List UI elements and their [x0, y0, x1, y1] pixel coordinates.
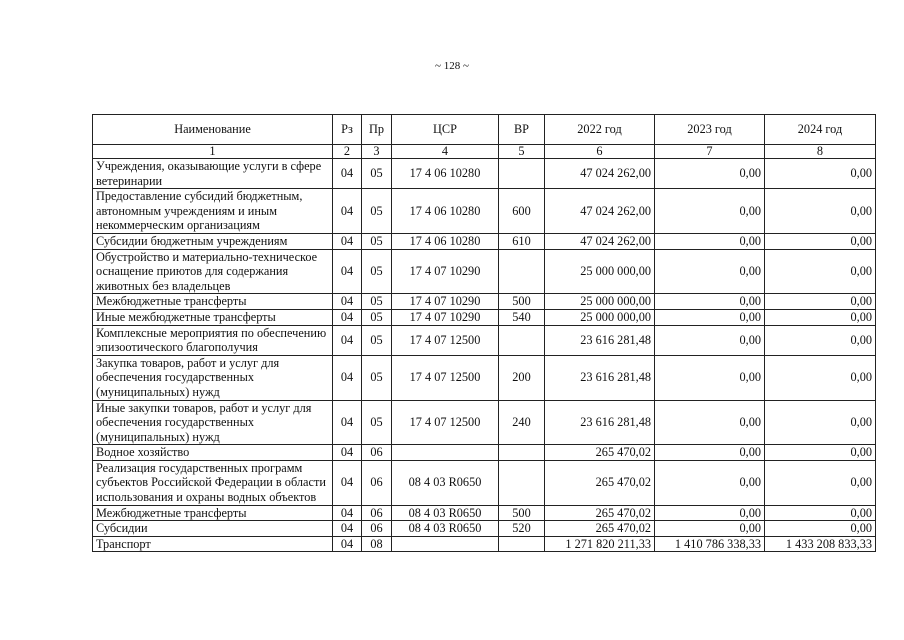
row-name: Иные закупки товаров, работ и услуг для обеспечения государственных (муниципальных) нужд	[93, 400, 333, 445]
row-amount-2022: 23 616 281,48	[545, 355, 655, 400]
row-amount-2023: 0,00	[655, 159, 765, 189]
row-amount-2022: 47 024 262,00	[545, 189, 655, 234]
row-amount-2024: 0,00	[765, 445, 876, 461]
row-amount-2022: 265 470,02	[545, 445, 655, 461]
row-rz: 04	[333, 309, 362, 325]
table-row	[93, 355, 876, 400]
row-name: Учреждения, оказывающие услуги в сфере ветеринарии	[93, 159, 333, 189]
header-rz: Рз	[333, 115, 362, 145]
column-number-row	[93, 145, 876, 159]
row-amount-2022: 1 271 820 211,33	[545, 536, 655, 552]
row-csr	[392, 445, 499, 461]
row-amount-2023: 0,00	[655, 309, 765, 325]
row-name: Субсидии	[93, 521, 333, 537]
row-name: Субсидии бюджетным учреждениям	[93, 233, 333, 249]
header-name: Наименование	[93, 115, 333, 145]
row-pr: 06	[362, 505, 392, 521]
row-pr: 06	[362, 521, 392, 537]
row-amount-2023: 0,00	[655, 325, 765, 355]
table-row	[93, 159, 876, 189]
row-csr: 17 4 07 12500	[392, 355, 499, 400]
table-row	[93, 445, 876, 461]
row-pr: 08	[362, 536, 392, 552]
table-body	[93, 159, 876, 552]
row-rz: 04	[333, 521, 362, 537]
row-amount-2024: 0,00	[765, 400, 876, 445]
budget-table	[92, 114, 876, 552]
row-csr: 08 4 03 R0650	[392, 505, 499, 521]
row-name: Реализация государственных программ субъектов Российской Федерации в области использования и охраны водных объектов	[93, 460, 333, 505]
header-row	[93, 115, 876, 145]
row-csr: 17 4 07 12500	[392, 325, 499, 355]
row-rz: 04	[333, 189, 362, 234]
row-amount-2024: 0,00	[765, 521, 876, 537]
row-pr: 05	[362, 309, 392, 325]
table-row	[93, 233, 876, 249]
column-number: 4	[392, 145, 499, 159]
row-name: Комплексные мероприятия по обеспечению эпизоотического благополучия	[93, 325, 333, 355]
row-name: Водное хозяйство	[93, 445, 333, 461]
page-number: ~ 128 ~	[435, 60, 469, 72]
row-amount-2024: 0,00	[765, 159, 876, 189]
row-csr: 17 4 06 10280	[392, 189, 499, 234]
row-amount-2022: 47 024 262,00	[545, 159, 655, 189]
column-number: 6	[545, 145, 655, 159]
row-amount-2024: 0,00	[765, 233, 876, 249]
table-row	[93, 505, 876, 521]
row-amount-2022: 25 000 000,00	[545, 249, 655, 294]
row-csr: 17 4 07 10290	[392, 309, 499, 325]
row-amount-2023: 0,00	[655, 521, 765, 537]
row-csr: 17 4 06 10280	[392, 233, 499, 249]
column-number: 8	[765, 145, 876, 159]
table-row	[93, 325, 876, 355]
row-amount-2024: 0,00	[765, 355, 876, 400]
row-name: Предоставление субсидий бюджетным, автономным учреждениям и иным некоммерческим организациям	[93, 189, 333, 234]
row-amount-2023: 0,00	[655, 460, 765, 505]
row-pr: 06	[362, 445, 392, 461]
row-pr: 05	[362, 189, 392, 234]
row-amount-2022: 265 470,02	[545, 505, 655, 521]
row-amount-2022: 25 000 000,00	[545, 294, 655, 310]
row-amount-2023: 0,00	[655, 294, 765, 310]
row-vr	[499, 536, 545, 552]
row-amount-2024: 0,00	[765, 325, 876, 355]
row-csr: 08 4 03 R0650	[392, 460, 499, 505]
row-amount-2024: 0,00	[765, 294, 876, 310]
row-amount-2022: 23 616 281,48	[545, 325, 655, 355]
row-vr: 240	[499, 400, 545, 445]
row-rz: 04	[333, 249, 362, 294]
row-name: Иные межбюджетные трансферты	[93, 309, 333, 325]
row-amount-2022: 265 470,02	[545, 521, 655, 537]
row-vr	[499, 460, 545, 505]
row-amount-2023: 0,00	[655, 400, 765, 445]
row-vr	[499, 445, 545, 461]
row-amount-2023: 0,00	[655, 445, 765, 461]
row-pr: 05	[362, 400, 392, 445]
row-pr: 05	[362, 249, 392, 294]
row-amount-2022: 47 024 262,00	[545, 233, 655, 249]
row-csr	[392, 536, 499, 552]
row-csr: 17 4 07 10290	[392, 294, 499, 310]
row-csr: 17 4 07 10290	[392, 249, 499, 294]
column-number: 5	[499, 145, 545, 159]
row-pr: 05	[362, 233, 392, 249]
row-pr: 05	[362, 159, 392, 189]
row-amount-2023: 0,00	[655, 233, 765, 249]
row-rz: 04	[333, 233, 362, 249]
row-vr	[499, 249, 545, 294]
row-amount-2023: 0,00	[655, 355, 765, 400]
row-vr: 500	[499, 505, 545, 521]
row-csr: 17 4 06 10280	[392, 159, 499, 189]
row-amount-2024: 0,00	[765, 189, 876, 234]
row-csr: 17 4 07 12500	[392, 400, 499, 445]
row-vr: 500	[499, 294, 545, 310]
row-rz: 04	[333, 536, 362, 552]
header-pr: Пр	[362, 115, 392, 145]
row-rz: 04	[333, 460, 362, 505]
table-row	[93, 249, 876, 294]
row-amount-2024: 0,00	[765, 249, 876, 294]
row-vr: 520	[499, 521, 545, 537]
column-number: 1	[93, 145, 333, 159]
row-name: Закупка товаров, работ и услуг для обеспечения государственных (муниципальных) нужд	[93, 355, 333, 400]
row-rz: 04	[333, 355, 362, 400]
row-amount-2022: 265 470,02	[545, 460, 655, 505]
row-vr: 200	[499, 355, 545, 400]
row-amount-2024: 0,00	[765, 505, 876, 521]
table-row	[93, 400, 876, 445]
table-row	[93, 460, 876, 505]
row-rz: 04	[333, 400, 362, 445]
row-name: Межбюджетные трансферты	[93, 294, 333, 310]
row-vr: 610	[499, 233, 545, 249]
row-rz: 04	[333, 294, 362, 310]
row-vr	[499, 159, 545, 189]
column-number: 3	[362, 145, 392, 159]
row-amount-2024: 0,00	[765, 309, 876, 325]
table-row	[93, 536, 876, 552]
header-csr: ЦСР	[392, 115, 499, 145]
header-2022: 2022 год	[545, 115, 655, 145]
column-number: 2	[333, 145, 362, 159]
table-row	[93, 521, 876, 537]
row-amount-2023: 0,00	[655, 249, 765, 294]
header-2023: 2023 год	[655, 115, 765, 145]
row-name: Межбюджетные трансферты	[93, 505, 333, 521]
row-amount-2024: 0,00	[765, 460, 876, 505]
row-vr: 600	[499, 189, 545, 234]
row-amount-2023: 1 410 786 338,33	[655, 536, 765, 552]
header-2024: 2024 год	[765, 115, 876, 145]
row-name: Транспорт	[93, 536, 333, 552]
header-vr: ВР	[499, 115, 545, 145]
row-rz: 04	[333, 505, 362, 521]
row-pr: 05	[362, 294, 392, 310]
row-pr: 05	[362, 325, 392, 355]
row-amount-2023: 0,00	[655, 189, 765, 234]
row-csr: 08 4 03 R0650	[392, 521, 499, 537]
table-row	[93, 189, 876, 234]
row-amount-2022: 25 000 000,00	[545, 309, 655, 325]
row-name: Обустройство и материально-техническое оснащение приютов для содержания животных без владельцев	[93, 249, 333, 294]
row-amount-2024: 1 433 208 833,33	[765, 536, 876, 552]
table-row	[93, 309, 876, 325]
row-rz: 04	[333, 159, 362, 189]
row-pr: 06	[362, 460, 392, 505]
row-vr: 540	[499, 309, 545, 325]
row-amount-2023: 0,00	[655, 505, 765, 521]
row-pr: 05	[362, 355, 392, 400]
table-row	[93, 294, 876, 310]
row-vr	[499, 325, 545, 355]
row-rz: 04	[333, 325, 362, 355]
row-amount-2022: 23 616 281,48	[545, 400, 655, 445]
row-rz: 04	[333, 445, 362, 461]
column-number: 7	[655, 145, 765, 159]
